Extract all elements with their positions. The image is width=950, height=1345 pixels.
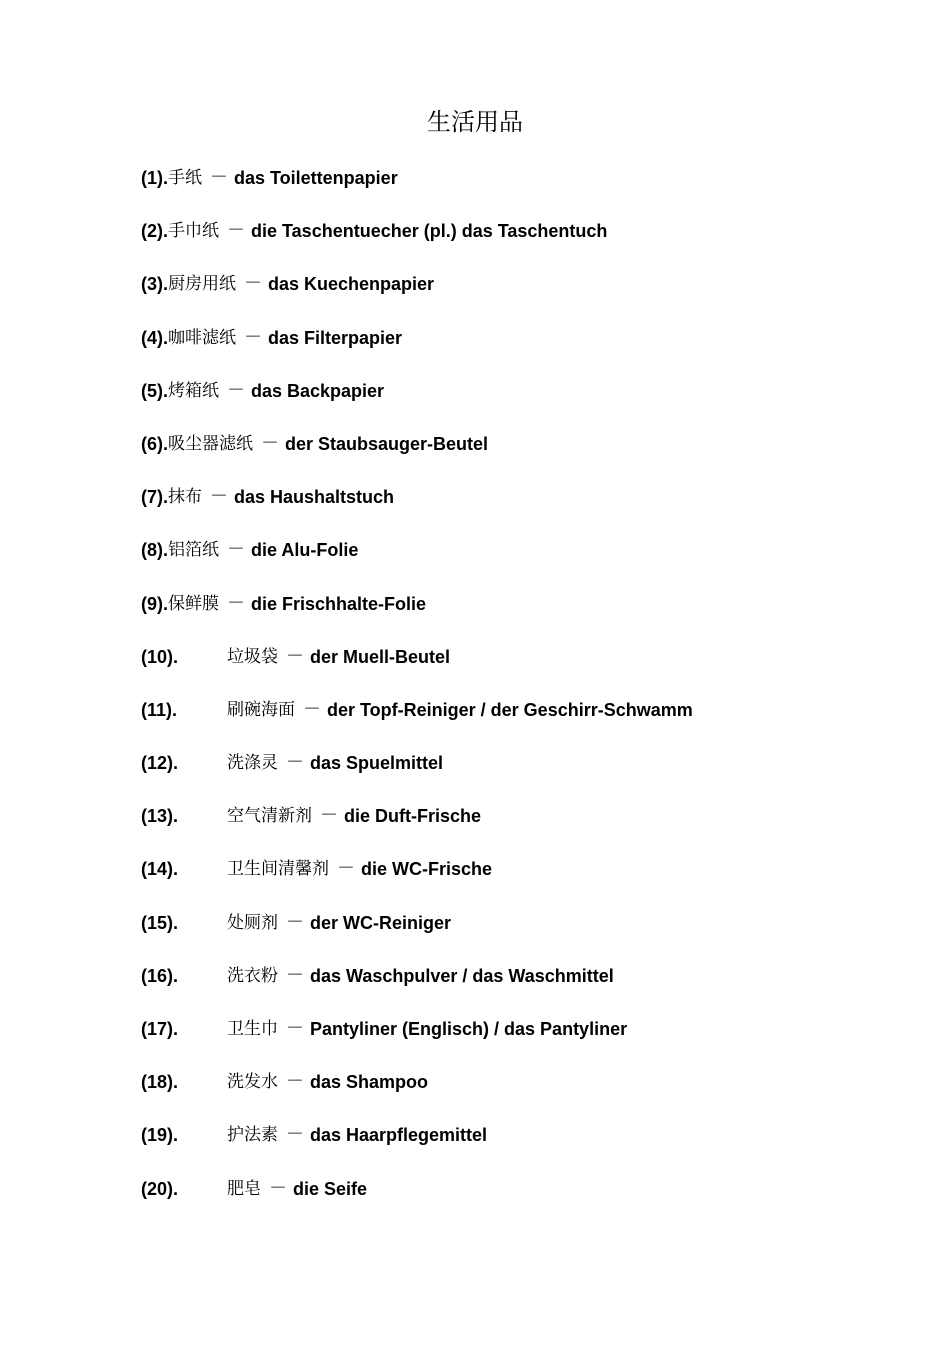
entry-number: (13). [141, 806, 179, 827]
entry-number: (4). [141, 327, 168, 348]
chinese-term: 卫生间清馨剂 [227, 859, 329, 880]
chinese-term: 保鲜膜 [168, 593, 219, 614]
entry-number: (17). [141, 1019, 179, 1039]
list-item [141, 271, 693, 324]
entry-number: (8). [141, 540, 168, 561]
list-item [141, 431, 693, 484]
separator-dash: － [269, 1177, 287, 1199]
separator-dash: － [227, 539, 245, 561]
entry-number: (5). [141, 380, 168, 401]
german-term: die Taschentuecher (pl.) das Taschentuch [251, 221, 608, 242]
entry-number: (9). [141, 593, 168, 614]
list-item [141, 484, 693, 537]
entry-number: (15). [141, 912, 179, 933]
list-item [141, 591, 693, 644]
separator-dash: － [210, 167, 228, 188]
list-item [141, 697, 693, 750]
german-term: das Haushaltstuch [234, 487, 395, 508]
list-item [141, 910, 693, 963]
entry-number: (14). [141, 859, 179, 880]
german-term: der Muell-Beutel [310, 646, 451, 667]
separator-dash: － [286, 752, 304, 774]
entry-number: (2). [141, 221, 168, 242]
list-item [141, 1069, 693, 1122]
separator-dash: － [286, 911, 304, 933]
list-item [141, 378, 693, 431]
chinese-term: 厨房用纸 [168, 274, 236, 295]
chinese-term: 洗衣粉 [227, 965, 278, 986]
chinese-term: 肥皂 [227, 1178, 261, 1199]
chinese-term: 垃圾袋 [227, 646, 278, 667]
chinese-term: 处厕剂 [227, 912, 278, 933]
list-item [141, 1176, 693, 1229]
entry-number: (12). [141, 753, 179, 774]
separator-dash: － [286, 1124, 304, 1146]
separator-dash: － [261, 432, 279, 454]
separator-dash: － [244, 326, 262, 348]
list-item [141, 165, 693, 218]
chinese-term: 护法素 [227, 1125, 278, 1146]
german-term: das Spuelmittel [310, 753, 444, 774]
german-term: der WC-Reiniger [310, 912, 452, 933]
german-term: das Haarpflegemittel [310, 1125, 488, 1146]
entry-number: (3). [141, 274, 168, 295]
separator-dash: － [286, 964, 304, 986]
chinese-term: 抹布 [168, 487, 202, 508]
separator-dash: － [227, 592, 245, 614]
entry-number: (10). [141, 646, 179, 667]
entry-number: (18). [141, 1072, 179, 1093]
separator-dash: － [303, 698, 321, 720]
page-title: 生活用品 [427, 108, 523, 136]
separator-dash: － [320, 805, 338, 827]
list-item [141, 644, 693, 697]
vocabulary-list [141, 165, 693, 1229]
list-item [141, 537, 693, 590]
separator-dash: － [210, 486, 228, 508]
chinese-term: 咖啡滤纸 [168, 327, 236, 348]
list-item [141, 803, 693, 856]
separator-dash: － [227, 379, 245, 401]
german-term: das Filterpapier [268, 327, 403, 348]
chinese-term: 烤箱纸 [168, 380, 219, 401]
chinese-term: 卫生巾 [227, 1019, 278, 1039]
entry-number: (7). [141, 487, 168, 508]
german-term: die Duft-Frische [344, 806, 482, 827]
separator-dash: － [286, 1071, 304, 1093]
separator-dash: － [227, 220, 245, 242]
chinese-term: 手巾纸 [168, 221, 219, 242]
chinese-term: 铝箔纸 [168, 540, 219, 561]
list-item [141, 218, 693, 271]
entry-number: (19). [141, 1125, 179, 1146]
list-item [141, 750, 693, 803]
chinese-term: 吸尘器滤纸 [168, 433, 253, 454]
entry-number: (16). [141, 965, 179, 986]
list-item [141, 1122, 693, 1175]
separator-dash: － [286, 645, 304, 667]
list-item [141, 325, 693, 378]
separator-dash: － [286, 1018, 304, 1039]
separator-dash: － [244, 273, 262, 295]
entry-number: (1). [141, 168, 168, 188]
chinese-term: 洗涤灵 [227, 753, 278, 774]
german-term: die Alu-Folie [251, 540, 359, 561]
german-term: das Shampoo [310, 1072, 429, 1093]
german-term: das Backpapier [251, 380, 385, 401]
chinese-term: 空气清新剂 [227, 806, 312, 827]
german-term: das Kuechenpapier [268, 274, 435, 295]
german-term: der Staubsauger-Beutel [285, 433, 489, 454]
chinese-term: 刷碗海面 [227, 699, 295, 720]
entry-number: (11). [141, 699, 178, 720]
german-term: die Seife [293, 1178, 368, 1199]
entry-number: (6). [141, 433, 168, 454]
german-term: das Toilettenpapier [234, 168, 398, 188]
chinese-term: 手纸 [168, 168, 202, 188]
german-term: die Frischhalte-Folie [251, 593, 427, 614]
chinese-term: 洗发水 [227, 1072, 278, 1093]
separator-dash: － [337, 858, 355, 880]
german-term: der Topf-Reiniger / der Geschirr-Schwamm [327, 699, 693, 720]
german-term: das Waschpulver / das Waschmittel [310, 965, 614, 986]
entry-number: (20). [141, 1178, 179, 1199]
list-item [141, 856, 693, 909]
german-term: die WC-Frische [361, 859, 493, 880]
list-item [141, 1016, 693, 1069]
german-term: Pantyliner (Englisch) / das Pantyliner [310, 1019, 628, 1039]
list-item [141, 963, 693, 1016]
